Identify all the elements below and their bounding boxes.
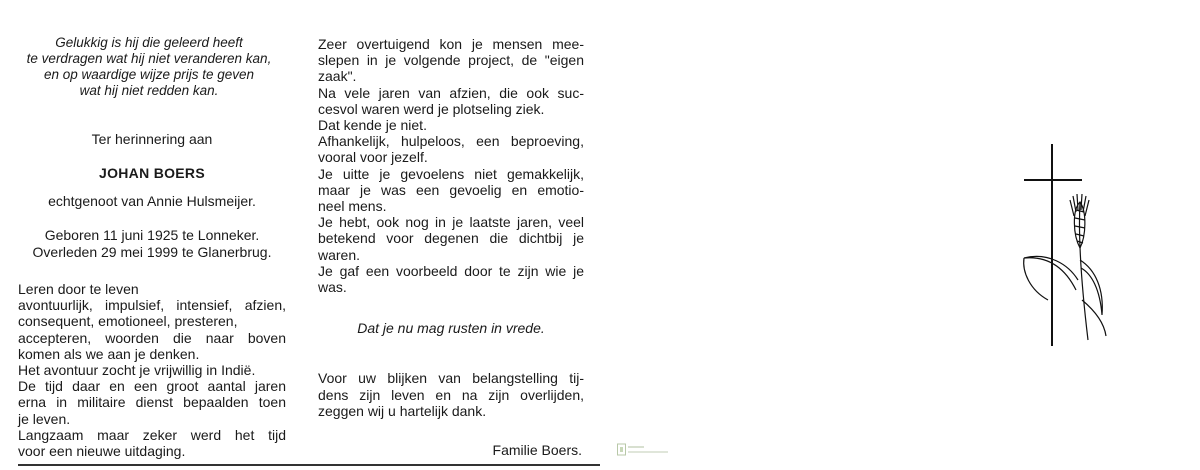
cross-with-wheat-icon — [1018, 140, 1118, 350]
poem-line: wat hij niet redden kan. — [79, 83, 219, 98]
poem — [12, 35, 286, 99]
text-line: erna in militaire dienst bepaalden toen — [18, 394, 286, 411]
deceased-name: JOHAN BOERS — [99, 165, 205, 181]
text-line: komen als we aan je denken. — [18, 345, 200, 362]
text-line: Je gaf een voorbeeld door te zijn wie je — [318, 262, 584, 279]
text-line: consequent, emotioneel, presteren, — [18, 313, 238, 330]
poem-line: en op waardige wijze prijs te geven — [43, 67, 255, 82]
text-line: De tijd daar en een groot aantal jaren — [18, 378, 286, 395]
text-line: vooral voor jezelf. — [318, 149, 428, 166]
bottom-rule — [18, 464, 600, 466]
spouse-line: echtgenoot van Annie Hulsmeijer. — [48, 193, 256, 209]
text-line: slepen in je volgende project, de "eigen — [318, 52, 584, 69]
middle-column — [318, 36, 584, 458]
text-line: dens zijn leven en na zijn overlijden, — [318, 386, 584, 403]
poem-line: te verdragen wat hij niet veranderen kan, — [26, 51, 272, 66]
archive-stamp-icon — [617, 443, 673, 457]
text-line: zaak". — [318, 68, 357, 85]
text-line: Zeer overtuigend kon je mensen mee- — [318, 36, 584, 52]
text-line: was. — [318, 279, 347, 296]
text-line: Leren door te leven — [18, 281, 139, 297]
text-line: Je hebt, ook nog in je laatste jaren, veel — [318, 214, 584, 231]
text-line: zeggen wij u hartelijk dank. — [318, 402, 487, 419]
text-line: Je uitte je gevoelens niet gemakkelijk, — [318, 165, 584, 182]
rest-in-peace-line: Dat je nu mag rusten in vrede. — [357, 320, 545, 337]
text-line: cesvol waren werd je plotseling ziek. — [318, 100, 545, 117]
text-line: Langzaam maar zeker werd het tijd — [18, 426, 286, 443]
text-line: Voor uw blijken van belangstelling tij- — [318, 370, 584, 387]
death-line: Overleden 29 mei 1999 te Glanerbrug. — [32, 243, 272, 260]
text-line: accepteren, woorden die naar boven — [18, 329, 286, 346]
birth-line: Geboren 11 juni 1925 te Lonneker. — [44, 227, 260, 243]
left-column — [18, 35, 286, 459]
text-line: betekend voor degenen die dichtbij je — [318, 230, 584, 247]
text-line: Dat kende je niet. — [318, 117, 427, 134]
text-line: maar je was een gevoelig en emotio- — [318, 181, 584, 198]
life-dates — [18, 227, 286, 260]
text-line: Na vele jaren van afzien, die ook suc- — [318, 84, 584, 101]
thanks-text — [318, 370, 584, 419]
text-line: voor een nieuwe uitdaging. — [18, 443, 186, 460]
text-line: waren. — [318, 246, 361, 263]
text-line: je leven. — [18, 410, 71, 427]
text-line: Het avontuur zocht je vrijwillig in Indië. — [18, 362, 256, 379]
poem-line: Gelukkig is hij die geleerd heeft — [55, 35, 243, 50]
text-line: Afhankelijk, hulpeloos, een beproeving, — [318, 133, 584, 150]
in-memory-heading: Ter herinnering aan — [91, 131, 213, 147]
family-signature: Familie Boers. — [492, 442, 582, 459]
life-text — [18, 281, 286, 459]
text-line: neel mens. — [318, 198, 387, 215]
text-line: avontuurlijk, impulsief, intensief, afzien, — [18, 297, 286, 314]
